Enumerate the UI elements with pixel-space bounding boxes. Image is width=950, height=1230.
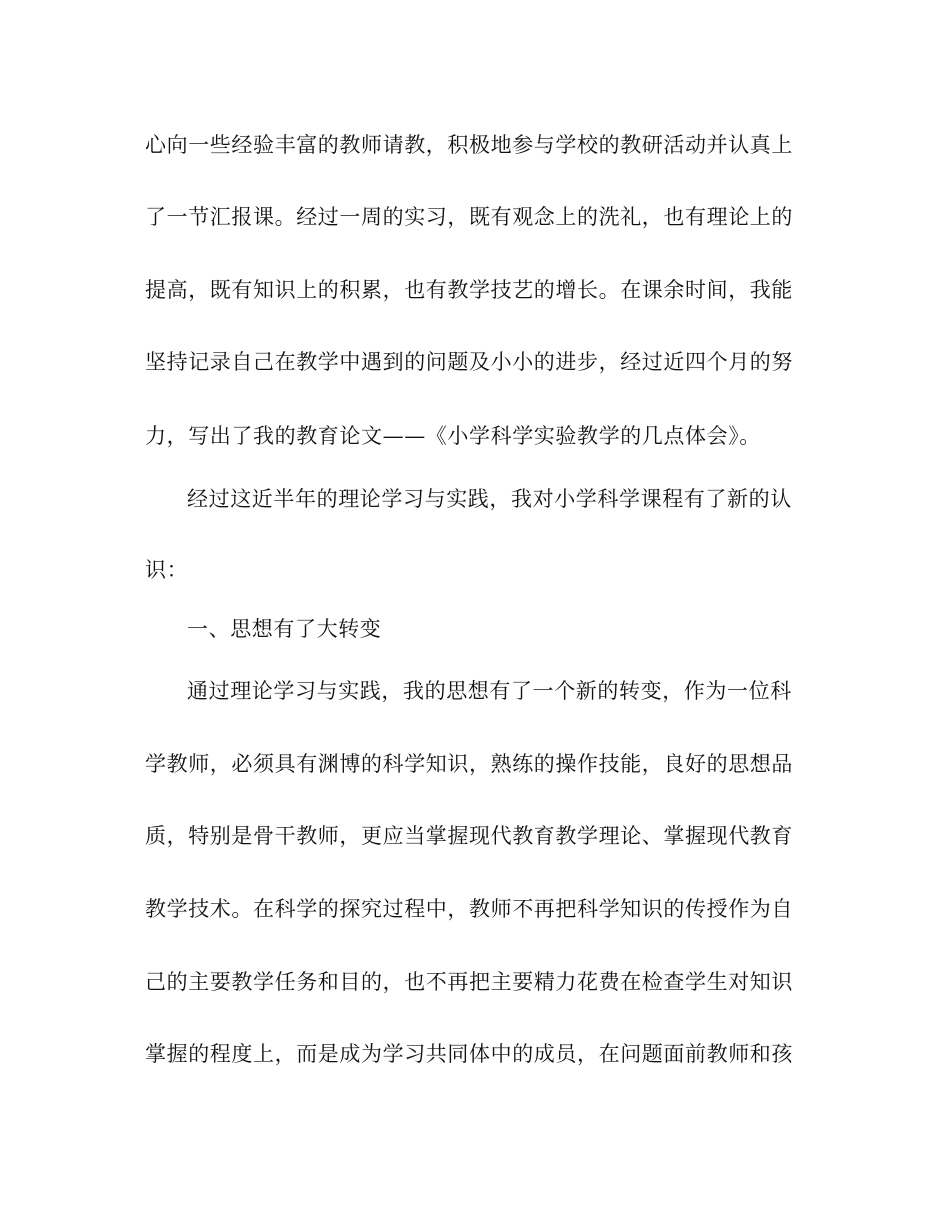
paragraph-line: 学教师，必须具有渊博的科学知识，熟练的操作技能，良好的思想品 [145,752,793,776]
paragraph-line: 坚持记录自己在教学中遇到的问题及小小的进步，经过近四个月的努 [145,350,793,374]
paragraph-line: 识： [145,558,189,582]
section-heading: 一、思想有了大转变 [187,617,382,641]
paragraph-line: 提高，既有知识上的积累，也有教学技艺的增长。在课余时间，我能 [145,278,793,302]
paragraph-line: 经过这近半年的理论学习与实践，我对小学科学课程有了新的认 [187,487,792,511]
paragraph-line: 教学技术。在科学的探究过程中，教师不再把科学知识的传授作为自 [145,897,793,921]
paragraph-line: 了一节汇报课。经过一周的实习，既有观念上的洗礼，也有理论上的 [145,205,793,229]
paragraph-line: 通过理论学习与实践，我的思想有了一个新的转变，作为一位科 [187,679,792,703]
paragraph-line: 力，写出了我的教育论文——《小学科学实验教学的几点体会》。 [145,424,761,448]
paragraph-line: 心向一些经验丰富的教师请教，积极地参与学校的教研活动并认真上 [145,133,793,157]
paragraph-line: 己的主要教学任务和目的，也不再把主要精力花费在检查学生对知识 [145,970,793,994]
paragraph-line: 质，特别是骨干教师，更应当掌握现代教育教学理论、掌握现代教育 [145,824,793,848]
paragraph-line: 掌握的程度上，而是成为学习共同体中的成员，在问题面前教师和孩 [145,1042,793,1066]
